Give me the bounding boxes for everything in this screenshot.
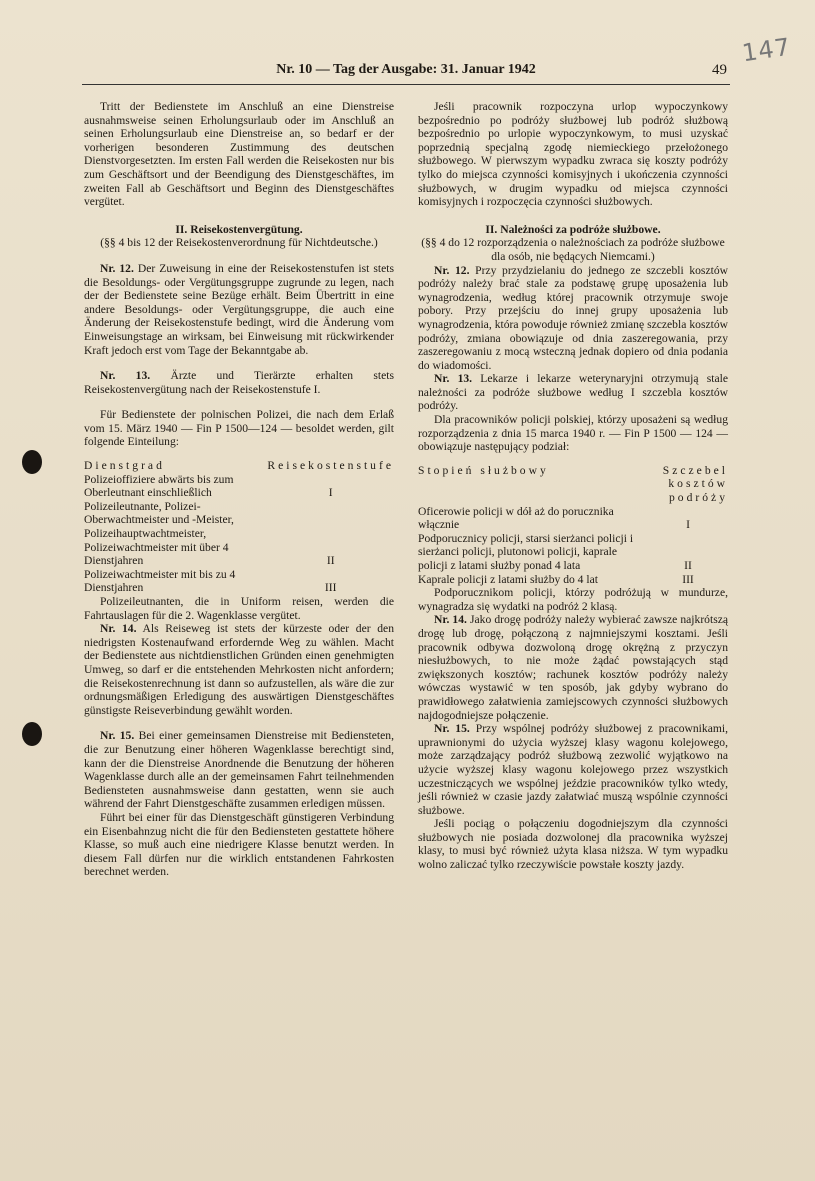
paragraph-label: Nr. 13. [100,369,151,383]
table-cell-level: I [328,486,333,500]
page-header [82,62,730,78]
paragraph: Podporucznikom policji, którzy podróżują w mundurze, wynagradza się wydatki na podróż 2 klasą. [418,586,728,613]
paragraph-label: Nr. 14. [100,622,137,636]
table-row [418,573,728,587]
handwritten-page-note: 147 [740,32,793,68]
table-header-row [418,464,728,505]
issue-date: — Tag der Ausgabe: 31. Januar 1942 [312,62,536,77]
paragraph-nr13 [418,372,728,413]
table-header-grade: Dienstgrad [84,459,165,473]
table-cell-level: III [682,572,694,586]
paragraph-text: Przy wspólnej podróży służbowej z pracownikami, uprawnionymi do użycia wyższej klasy wagonu kolejowego, może zarządzający podróż służbową zezwolić wyjątkowo na użycie wyższej klasy wagonu kolejowego przez wszystkich uczestniczących we wspólnej jeździe pracowników tylko wtedy, jeśli również w czasie jazdy załatwiać muszą wspólnie czynności służbowe. [418,722,728,817]
polish-column [418,100,728,872]
table-header-level: Reisekostenstufe [267,459,394,473]
table-cell-grade: Kaprale policji z latami służby do 4 lat [418,572,598,586]
german-column [84,100,394,879]
paragraph-text: Jako drogę podróży należy wybierać zawsze najkrótszą drogę lub drogę, połączoną z najmniejszymi kosztami. Jeśli pracownik odbywa dozwoloną drogę okrężną z przyczyn niesłużbowych, to nie może żądać powstających stąd zwiększonych kosztów; rachunek kosztów podróży należy wówczas wystawić w ten sposób, jak gdyby wybrano do prawidłowego załatwienia zamiejscowych czynności służbowych najdogodniejsze połączenie. [418,613,729,722]
paragraph: Für Bedienstete der polnischen Polizei, die nach dem Erlaß vom 15. März 1940 — Fin P 1500—124 — besoldet werden, gilt folgende Einteilung: [84,408,394,449]
paragraph: Tritt der Bedienstete im Anschluß an eine Dienstreise ausnahmsweise seinen Erholungsurlaub oder im Anschluß an seinen Erholungsurlaub eine Dienstreise an, so bedarf er der vorherigen besonderen Zustimmung des deutschen Dienstvorgesetzten. Im ersten Fall werden die Reisekosten nur bis zum Geschäftsort und der Beendigung des Dienstgeschäftes, im zweiten Fall ab Geschäftsort und Beginn des Dienstgeschäftes vergütet. [84,100,394,209]
paragraph-text: Bei einer gemeinsamen Dienstreise mit Bediensteten, die zur Benutzung einer höheren Wagenklasse berechtigt sind, kann der die Dienstreise Anordnende die Benutzung der höheren Wagenklasse durch alle an der gemeinsamen Fahrt teilnehmenden Bediensteten ausnahmsweise dann gestatten, wenn sie auch während der Fahrt Dienstgeschäfte zusammen erledigen müssen. [84,729,394,811]
paragraph-nr14 [418,613,728,722]
paragraph-label: Nr. 12. [100,261,134,275]
table-cell-level: II [326,554,335,568]
issue-number: Nr. 10 [276,62,313,77]
paragraph-label: Nr. 15. [434,722,470,736]
table-row [84,473,394,500]
paragraph-nr12 [84,262,394,357]
table-row [418,532,728,573]
rank-table [84,459,394,595]
paragraph-nr13 [84,369,394,396]
paragraph-text: Lekarze i lekarze weterynaryjni otrzymują stale należności za podróże służbowe według I szczebla kosztów podróży. [418,372,728,413]
table-cell-grade: Podporucznicy policji, starsi sierżanci policji i sierżanci policji, plutonowi policji, kaprale policji z latami służby ponad 4 lata [418,531,634,572]
table-row [84,500,394,568]
paragraph: Jeśli pociąg o połączeniu dogodniejszym dla czynności służbowych nie posiada dozwolonej dla pracownika wyższej klasy, to musi być również użyta klasa niższa. W tym wypadku wolno zaliczać tylko rzeczywiście powstałe koszty jazdy. [418,817,728,872]
paragraph-text: Przy przydzielaniu do jednego ze szczebli kosztów podróży należy brać stale za podstawę grupę uposażenia lub wynagrodzenia, według której pracownik otrzymuje swoje pobory. Przy przejściu do innej grupy uposażenia lub wynagrodzenia, która powoduje również zmianę szczebla kosztów podróży, zmiana obowiązuje od dnia zaszeregowania, przy zaszeregowaniu z mocą wsteczną jednak dopiero od dnia podania do wiadomości. [418,263,728,372]
table-row [418,505,728,532]
paragraph-text: Als Reiseweg ist stets der kürzeste oder der den niedrigsten Kostenaufwand erfordernde Weg zu wählen. Macht der Bedienstete aus nichtdienstlichen Gründen einen genehmigten Umweg, so darf er die entstehenden Mehrkosten nicht anfordern; die Reisekostenrechnung ist dann so aufzustellen, als wäre die zur ordnungsmäßigen Erledigung des auswärtigen Dienstgeschäftes günstigste Reiseverbindung gewählt worden. [84,622,394,717]
table-header-row [84,459,394,473]
paragraph: Führt bei einer für das Dienstgeschäft günstigeren Verbindung ein Eisenbahnzug nicht die für den Bediensteten gestattete höhere Klasse, so muß auch eine niedrigere Klasse benutzt werden. In diesem Fall dürfen nur die wirklich entstandenen Fahrkosten berechnet werden. [84,810,394,879]
table-header-level: Szczebel kosztów podróży [662,463,728,505]
paragraph-label: Nr. 13. [434,372,473,386]
paragraph: Polizeileutnanten, die in Uniform reisen, werden die Fahrtauslagen für die 2. Wagenklasse vergütet. [84,595,394,622]
section-heading: II. Należności za podróże służbowe. [485,222,661,236]
paragraph-label: Nr. 14. [434,613,467,627]
table-cell-grade: Polizeiwachtmeister mit bis zu 4 Dienstjahren [84,567,236,595]
table-cell-grade: Polizeileutnante, Polizei-Oberwachtmeister und -Meister, Polizeihauptwachtmeister, Polizeiwachtmeister mit über 4 Dienstjahren [84,499,234,568]
paragraph-text: Der Zuweisung in eine der Reisekostenstufen ist stets die Besoldungs- oder Vergütungsgruppe zugrunde zu legen, nach der der Bedienstete seine Bezüge erhält. Beim Übertritt in eine andere Besoldungs- oder Vergütungsgruppe, die auch eine Änderung der Reisekostenstufe bedingt, wird die Änderung vom Einweisungstage an wirksam, bei Einweisung mit rückwirkender Kraft jedoch erst vom Tage der Bekanntgabe ab. [84,261,394,357]
punch-hole [22,450,42,474]
paragraph-text: Ärzte und Tierärzte erhalten stets Reisekostenvergütung nach der Reisekostenstufe I. [84,369,394,396]
paragraph-label: Nr. 12. [434,263,470,277]
section-heading: II. Reisekostenvergütung. [175,222,303,236]
paragraph-nr15 [84,729,394,811]
table-row [84,568,394,595]
header-rule [82,84,730,85]
paragraph-label: Nr. 15. [100,729,135,743]
paragraph: Jeśli pracownik rozpoczyna urlop wypoczynkowy bezpośrednio po podróży służbowej lub podróż służbową bezpośrednio po urlopie wypoczynkowym, to musi uzyskać poprzednią specjalną zgodę niemieckiego przełożonego służbowego. W pierwszym wypadku zwraca się koszty podróży tylko do miejsca czynności komisyjnych i ukończenia czynności służbowych, w drugim wypadku od miejsca czynności komisyjnych i rozpoczęcia czynności służbowych. [418,100,728,209]
table-header-grade: Stopień służbowy [418,463,549,477]
section-subheading: (§§ 4 bis 12 der Reisekostenverordnung für Nichtdeutsche.) [100,236,378,250]
table-cell-level: III [324,581,337,595]
table-cell-level: II [684,559,692,572]
paragraph-nr15 [418,722,728,817]
punch-hole [22,722,42,746]
table-cell-grade: Oficerowie policji w dół aż do porucznika włącznie [418,504,614,532]
paragraph-nr14 [84,622,394,717]
table-cell-level: I [686,518,690,532]
paragraph-nr12 [418,264,728,373]
table-cell-grade: Polizeioffiziere abwärts bis zum Oberleutnant einschließlich [84,472,234,500]
rank-table [418,464,728,586]
paragraph: Dla pracowników policji polskiej, którzy uposażeni są według rozporządzenia z dnia 15 marca 1940 r. — Fin P 1500 — 124 — obowiązuje następujący podział: [418,413,728,454]
section-subheading: (§§ 4 do 12 rozporządzenia o należnościach za podróże służbowe dla osób, nie będących Niemcami.) [421,236,725,263]
page-number: 49 [712,62,727,78]
